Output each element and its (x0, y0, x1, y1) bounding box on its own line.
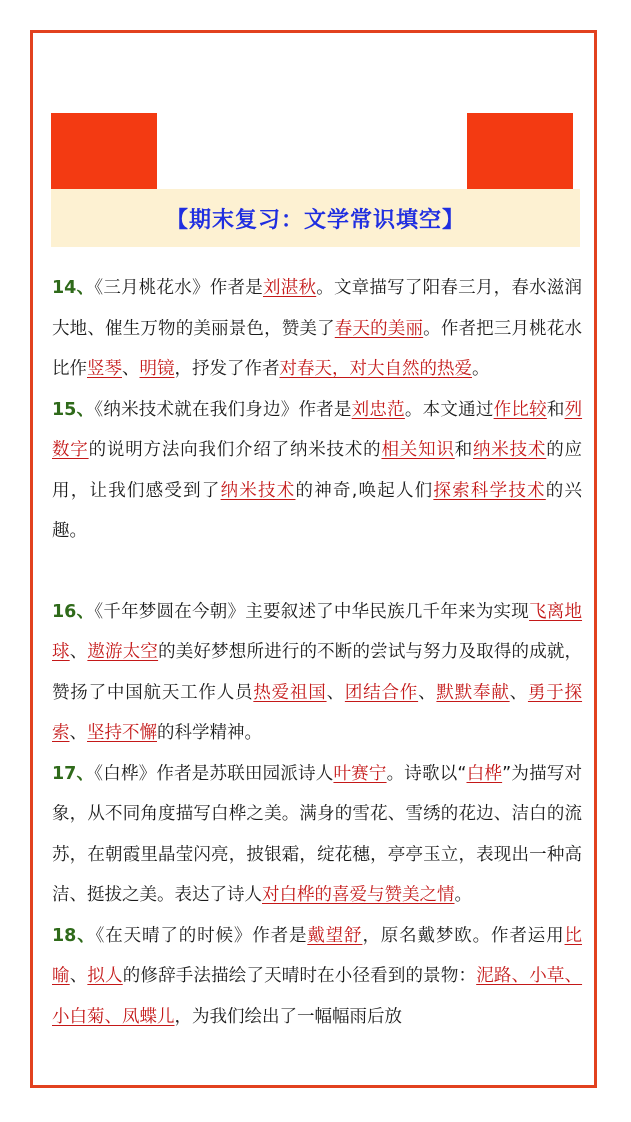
answer-blank: 热爱祖国 (253, 682, 327, 703)
question-text: 、 (69, 723, 87, 743)
question-text: 、 (326, 682, 345, 703)
question-text: 。作者把三月桃花水比作 (52, 318, 583, 379)
answer-blank: 拟人 (87, 966, 123, 986)
question-item (52, 916, 582, 1038)
question-text: 的神奇,唤起人们 (295, 480, 434, 501)
question-text: 《纳米技术就在我们身边》作者是 (94, 399, 352, 420)
question-text: 和 (454, 440, 473, 460)
question-text: 的兴趣。 (52, 480, 583, 541)
answer-blank: 飞离地球 (52, 601, 583, 662)
question-item (52, 592, 582, 754)
question-text: 的修辞手法描绘了天晴时在小径看到的景物： (122, 966, 477, 986)
question-text: 《千年梦圆在今朝》主要叙述了中华民族几千年来为实现 (94, 601, 530, 622)
question-text: 。 (454, 885, 472, 905)
answer-blank: 竖琴 (87, 359, 122, 379)
question-text: ，抒发了作者 (174, 359, 280, 379)
question-text: 《白桦》作者是苏联田园派诗人 (94, 763, 334, 784)
question-text: 和 (546, 399, 565, 420)
question-text: 的美好梦想所进行的不断的尝试与努力及取得的成就，赞扬了中国航天工作人员 (52, 642, 583, 703)
answer-blank: 比喻 (52, 925, 583, 986)
answer-blank: 遨游太空 (87, 642, 159, 662)
answer-blank: 对白桦的喜爱与赞美之情 (262, 885, 455, 905)
answer-blank: 作比较 (493, 399, 547, 420)
question-item (52, 268, 582, 390)
question-text: 。本文通过 (404, 399, 494, 420)
question-number: 18、 (52, 925, 96, 946)
page-title: 【期末复习：文学常识填空】 (165, 206, 465, 233)
question-text: 的说明方法向我们介绍了纳米技术的 (88, 440, 382, 460)
question-text: 、 (69, 642, 88, 662)
answer-blank: 列数字 (52, 399, 583, 460)
question-text: 、 (509, 682, 528, 703)
question-text: 、 (69, 966, 88, 986)
answer-blank: 叶赛宁 (333, 763, 387, 784)
question-number: 17、 (52, 763, 95, 784)
answer-blank: 坚持不懈 (87, 723, 157, 743)
header-band-center (157, 113, 467, 189)
question-text: 的科学精神。 (157, 723, 262, 743)
answer-blank: 春天的美丽 (334, 318, 424, 339)
answer-blank: 明镜 (139, 359, 175, 379)
question-text: ，原名戴梦欧。作者运用 (362, 925, 565, 946)
answer-blank: 纳米技术 (220, 480, 296, 501)
answer-blank: 相关知识 (381, 440, 455, 460)
question-item (52, 754, 582, 916)
question-text: ”为描写对象，从不同角度描写白桦之美。满身的雪花、雪绣的花边、洁白的流苏，在朝霞里晶莹闪亮，披银霜，绽花穗，亭亭玉立，表现出一种高洁、挺拔之美。表达了诗人 (52, 763, 583, 905)
question-text: 、 (418, 682, 437, 703)
header-band-left (51, 113, 157, 189)
question-item (52, 390, 582, 552)
answer-blank: 刘忠范 (351, 399, 405, 420)
content-body (52, 268, 582, 1037)
answer-blank: 对春天，对大自然的热爱 (279, 359, 472, 379)
answer-blank: 勇于探索 (52, 682, 583, 743)
question-text: 《在天晴了的时候》作者是 (95, 925, 308, 946)
question-number: 16、 (52, 601, 95, 622)
question-number: 15、 (52, 399, 95, 420)
answer-blank: 白桦 (466, 763, 503, 784)
question-text: 。诗歌以“ (386, 763, 467, 784)
answer-blank: 默默奉献 (436, 682, 510, 703)
question-number: 14、 (52, 278, 95, 298)
answer-blank: 纳米技术 (473, 440, 547, 460)
question-text: 。文章描写了阳春三月，春水滋润大地、催生万物的美丽景色，赞美了 (52, 278, 583, 339)
question-text: 、 (122, 359, 140, 379)
answer-blank: 刘湛秋 (262, 278, 317, 298)
question-text: 。 (472, 359, 490, 379)
answer-blank: 泥路、小草、小白菊、凤蝶儿 (52, 966, 583, 1027)
question-text: 《三月桃花水》作者是 (94, 278, 263, 298)
answer-blank: 戴望舒 (307, 925, 363, 946)
header-band-right (467, 113, 573, 189)
title-banner (51, 189, 580, 247)
answer-blank: 团结合作 (344, 682, 419, 703)
question-text: 的应用，让我们感受到了 (52, 440, 583, 501)
question-text: ，为我们绘出了一幅幅雨后放 (174, 1006, 402, 1027)
answer-blank: 探索科学技术 (433, 480, 546, 501)
